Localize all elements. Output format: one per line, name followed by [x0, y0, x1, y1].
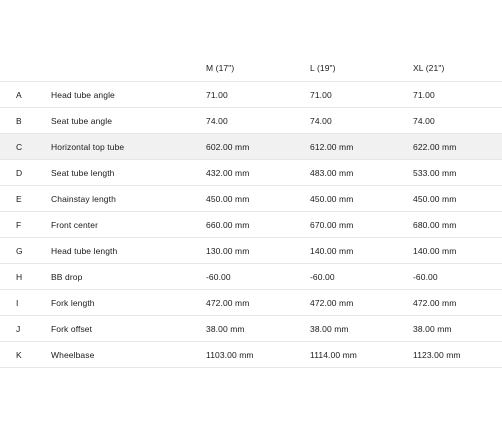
- row-value-m: 74.00: [206, 115, 228, 126]
- table-row: [0, 342, 502, 368]
- row-value-l: -60.00: [310, 271, 335, 282]
- row-value-xl: 74.00: [413, 115, 435, 126]
- row-value-l: 140.00 mm: [310, 245, 354, 256]
- row-letter: J: [16, 323, 21, 334]
- row-value-l: 74.00: [310, 115, 332, 126]
- row-value-m: 432.00 mm: [206, 167, 250, 178]
- table-row: [0, 238, 502, 264]
- row-letter: I: [16, 297, 19, 308]
- row-value-xl: 1123.00 mm: [413, 349, 461, 360]
- row-letter: F: [16, 219, 22, 230]
- row-letter: B: [16, 115, 22, 126]
- row-measure-name: Head tube angle: [51, 89, 115, 100]
- row-measure-name: Seat tube angle: [51, 115, 113, 126]
- table-row: [0, 108, 502, 134]
- row-value-l: 472.00 mm: [310, 297, 354, 308]
- row-measure-name: Head tube length: [51, 245, 118, 256]
- row-value-xl: 622.00 mm: [413, 141, 457, 152]
- table-row: [0, 134, 502, 160]
- row-value-m: 130.00 mm: [206, 245, 250, 256]
- table-row: [0, 82, 502, 108]
- row-value-m: 1103.00 mm: [206, 349, 254, 360]
- row-value-m: 450.00 mm: [206, 193, 250, 204]
- row-value-xl: -60.00: [413, 271, 438, 282]
- table-row: [0, 212, 502, 238]
- row-value-m: 602.00 mm: [206, 141, 250, 152]
- table-row: [0, 290, 502, 316]
- row-value-l: 38.00 mm: [310, 323, 349, 334]
- row-letter: A: [16, 89, 22, 100]
- row-letter: H: [16, 271, 23, 282]
- table-header-row: [0, 54, 502, 82]
- row-value-xl: 450.00 mm: [413, 193, 457, 204]
- row-value-l: 670.00 mm: [310, 219, 354, 230]
- row-value-xl: 533.00 mm: [413, 167, 457, 178]
- row-measure-name: Front center: [51, 219, 99, 230]
- row-value-m: -60.00: [206, 271, 231, 282]
- row-value-l: 1114.00 mm: [310, 349, 357, 360]
- row-measure-name: Fork offset: [51, 323, 93, 334]
- table-row: [0, 186, 502, 212]
- row-value-xl: 472.00 mm: [413, 297, 457, 308]
- row-measure-name: Horizontal top tube: [51, 141, 125, 152]
- row-value-m: 660.00 mm: [206, 219, 250, 230]
- row-letter: K: [16, 349, 22, 360]
- row-measure-name: Seat tube length: [51, 167, 115, 178]
- table-row: [0, 264, 502, 290]
- header-size-m[interactable]: M (17"): [206, 62, 235, 73]
- row-letter: D: [16, 167, 23, 178]
- row-value-xl: 38.00 mm: [413, 323, 452, 334]
- row-letter: C: [16, 141, 23, 152]
- row-value-xl: 680.00 mm: [413, 219, 457, 230]
- row-value-l: 450.00 mm: [310, 193, 354, 204]
- table-body: [0, 82, 502, 368]
- row-value-m: 71.00: [206, 89, 228, 100]
- row-measure-name: BB drop: [51, 271, 83, 282]
- row-letter: G: [16, 245, 23, 256]
- row-measure-name: Wheelbase: [51, 349, 95, 360]
- row-value-m: 472.00 mm: [206, 297, 250, 308]
- row-value-xl: 71.00: [413, 89, 435, 100]
- row-value-xl: 140.00 mm: [413, 245, 457, 256]
- row-value-l: 71.00: [310, 89, 332, 100]
- row-value-m: 38.00 mm: [206, 323, 245, 334]
- row-value-l: 612.00 mm: [310, 141, 354, 152]
- header-size-l[interactable]: L (19"): [310, 62, 336, 73]
- row-value-l: 483.00 mm: [310, 167, 354, 178]
- geometry-table: [0, 54, 502, 368]
- header-size-xl[interactable]: XL (21"): [413, 62, 445, 73]
- table-row: [0, 316, 502, 342]
- row-letter: E: [16, 193, 22, 204]
- row-measure-name: Chainstay length: [51, 193, 116, 204]
- row-measure-name: Fork length: [51, 297, 95, 308]
- table-row: [0, 160, 502, 186]
